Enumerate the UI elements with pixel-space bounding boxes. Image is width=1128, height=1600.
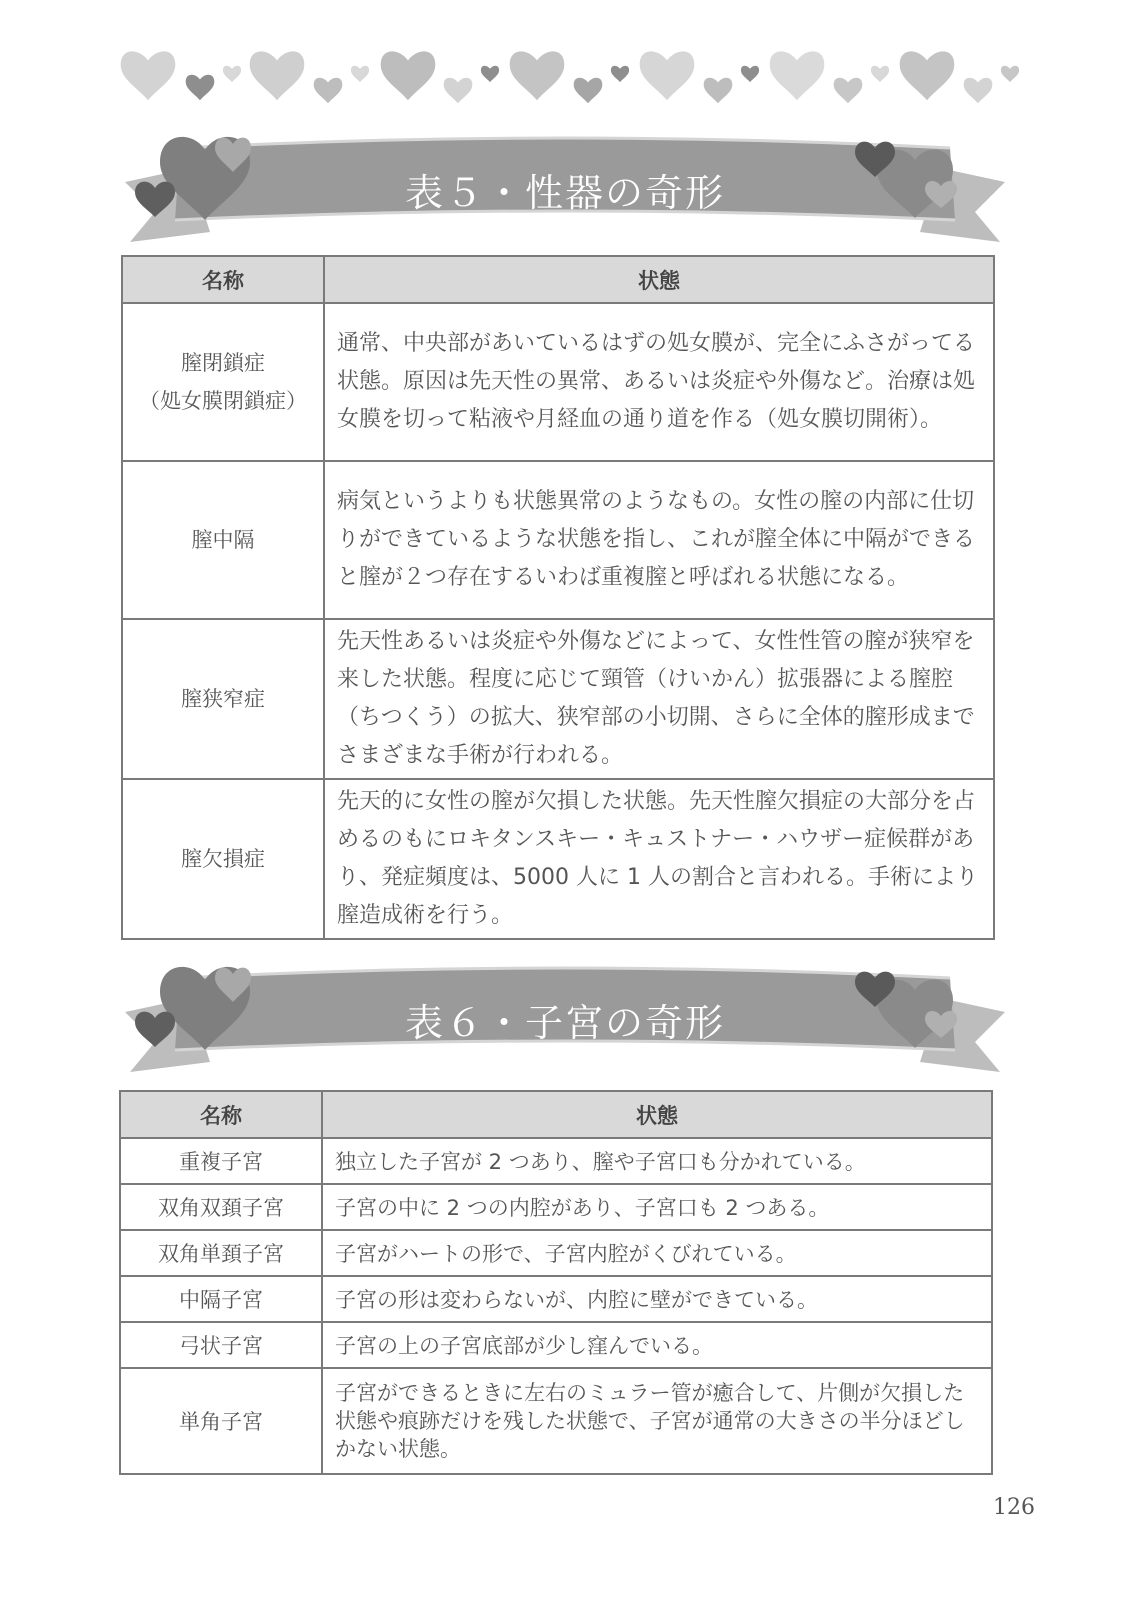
table5	[121, 255, 995, 940]
table5-banner	[115, 120, 1015, 255]
table6-banner	[115, 950, 1015, 1085]
heart-icon	[121, 51, 1019, 103]
row-state: 子宮ができるときに左右のミュラー管が癒合して、片側が欠損した状態や痕跡だけを残した状態で、子宮が通常の大きさの半分ほどしかない状態。	[322, 1368, 992, 1474]
table-row	[120, 1322, 992, 1368]
table-header-row	[122, 256, 994, 303]
row-name: 双角単頚子宮	[120, 1230, 322, 1276]
table6-title: 表６・子宮の奇形	[404, 1001, 725, 1045]
row-name: 膣狭窄症	[122, 619, 324, 779]
table6	[119, 1090, 993, 1475]
row-name: 膣中隔	[122, 461, 324, 619]
row-state: 子宮の形は変わらないが、内腔に壁ができている。	[322, 1276, 992, 1322]
row-name: 中隔子宮	[120, 1276, 322, 1322]
column-header-name: 名称	[120, 1091, 322, 1138]
table-header-row	[120, 1091, 992, 1138]
row-state: 子宮の上の子宮底部が少し窪んでいる。	[322, 1322, 992, 1368]
table-row	[122, 779, 994, 939]
table5-title: 表５・性器の奇形	[404, 171, 725, 215]
row-state: 先天的に女性の膣が欠損した状態。先天性膣欠損症の大部分を占めるのもにロキタンスキー・キュストナー・ハウザー症候群があり、発症頻度は、5000 人に 1 人の割合と言われる。手術により膣造成術を行う。	[324, 779, 994, 939]
row-state: 独立した子宮が 2 つあり、膣や子宮口も分かれている。	[322, 1138, 992, 1184]
hearts-decoration	[0, 0, 1128, 120]
row-state: 子宮の中に 2 つの内腔があり、子宮口も 2 つある。	[322, 1184, 992, 1230]
row-name: 弓状子宮	[120, 1322, 322, 1368]
column-header-state: 状態	[324, 256, 994, 303]
table-row	[122, 619, 994, 779]
row-name: 重複子宮	[120, 1138, 322, 1184]
column-header-state: 状態	[322, 1091, 992, 1138]
table-row	[122, 461, 994, 619]
row-name: 膣欠損症	[122, 779, 324, 939]
table-row	[120, 1184, 992, 1230]
table-row	[120, 1276, 992, 1322]
row-name: 双角双頚子宮	[120, 1184, 322, 1230]
column-header-name: 名称	[122, 256, 324, 303]
table-row	[120, 1230, 992, 1276]
table-row	[120, 1138, 992, 1184]
row-state: 病気というよりも状態異常のようなもの。女性の膣の内部に仕切りができているような状態を指し、これが膣全体に中隔ができると膣が２つ存在するいわば重複膣と呼ばれる状態になる。	[324, 461, 994, 619]
row-name: 単角子宮	[120, 1368, 322, 1474]
page-number: 126	[993, 1495, 1035, 1520]
row-state: 子宮がハートの形で、子宮内腔がくびれている。	[322, 1230, 992, 1276]
table-row	[122, 303, 994, 461]
row-state: 先天性あるいは炎症や外傷などによって、女性性管の膣が狭窄を来した状態。程度に応じて頸管（けいかん）拡張器による膣腔（ちつくう）の拡大、狭窄部の小切開、さらに全体的膣形成までさまざまな手術が行われる。	[324, 619, 994, 779]
table-row	[120, 1368, 992, 1474]
row-state: 通常、中央部があいているはずの処女膜が、完全にふさがってる状態。原因は先天性の異常、あるいは炎症や外傷など。治療は処女膜を切って粘液や月経血の通り道を作る（処女膜切開術）。	[324, 303, 994, 461]
row-name: 膣閉鎖症 （処女膜閉鎖症）	[122, 303, 324, 461]
